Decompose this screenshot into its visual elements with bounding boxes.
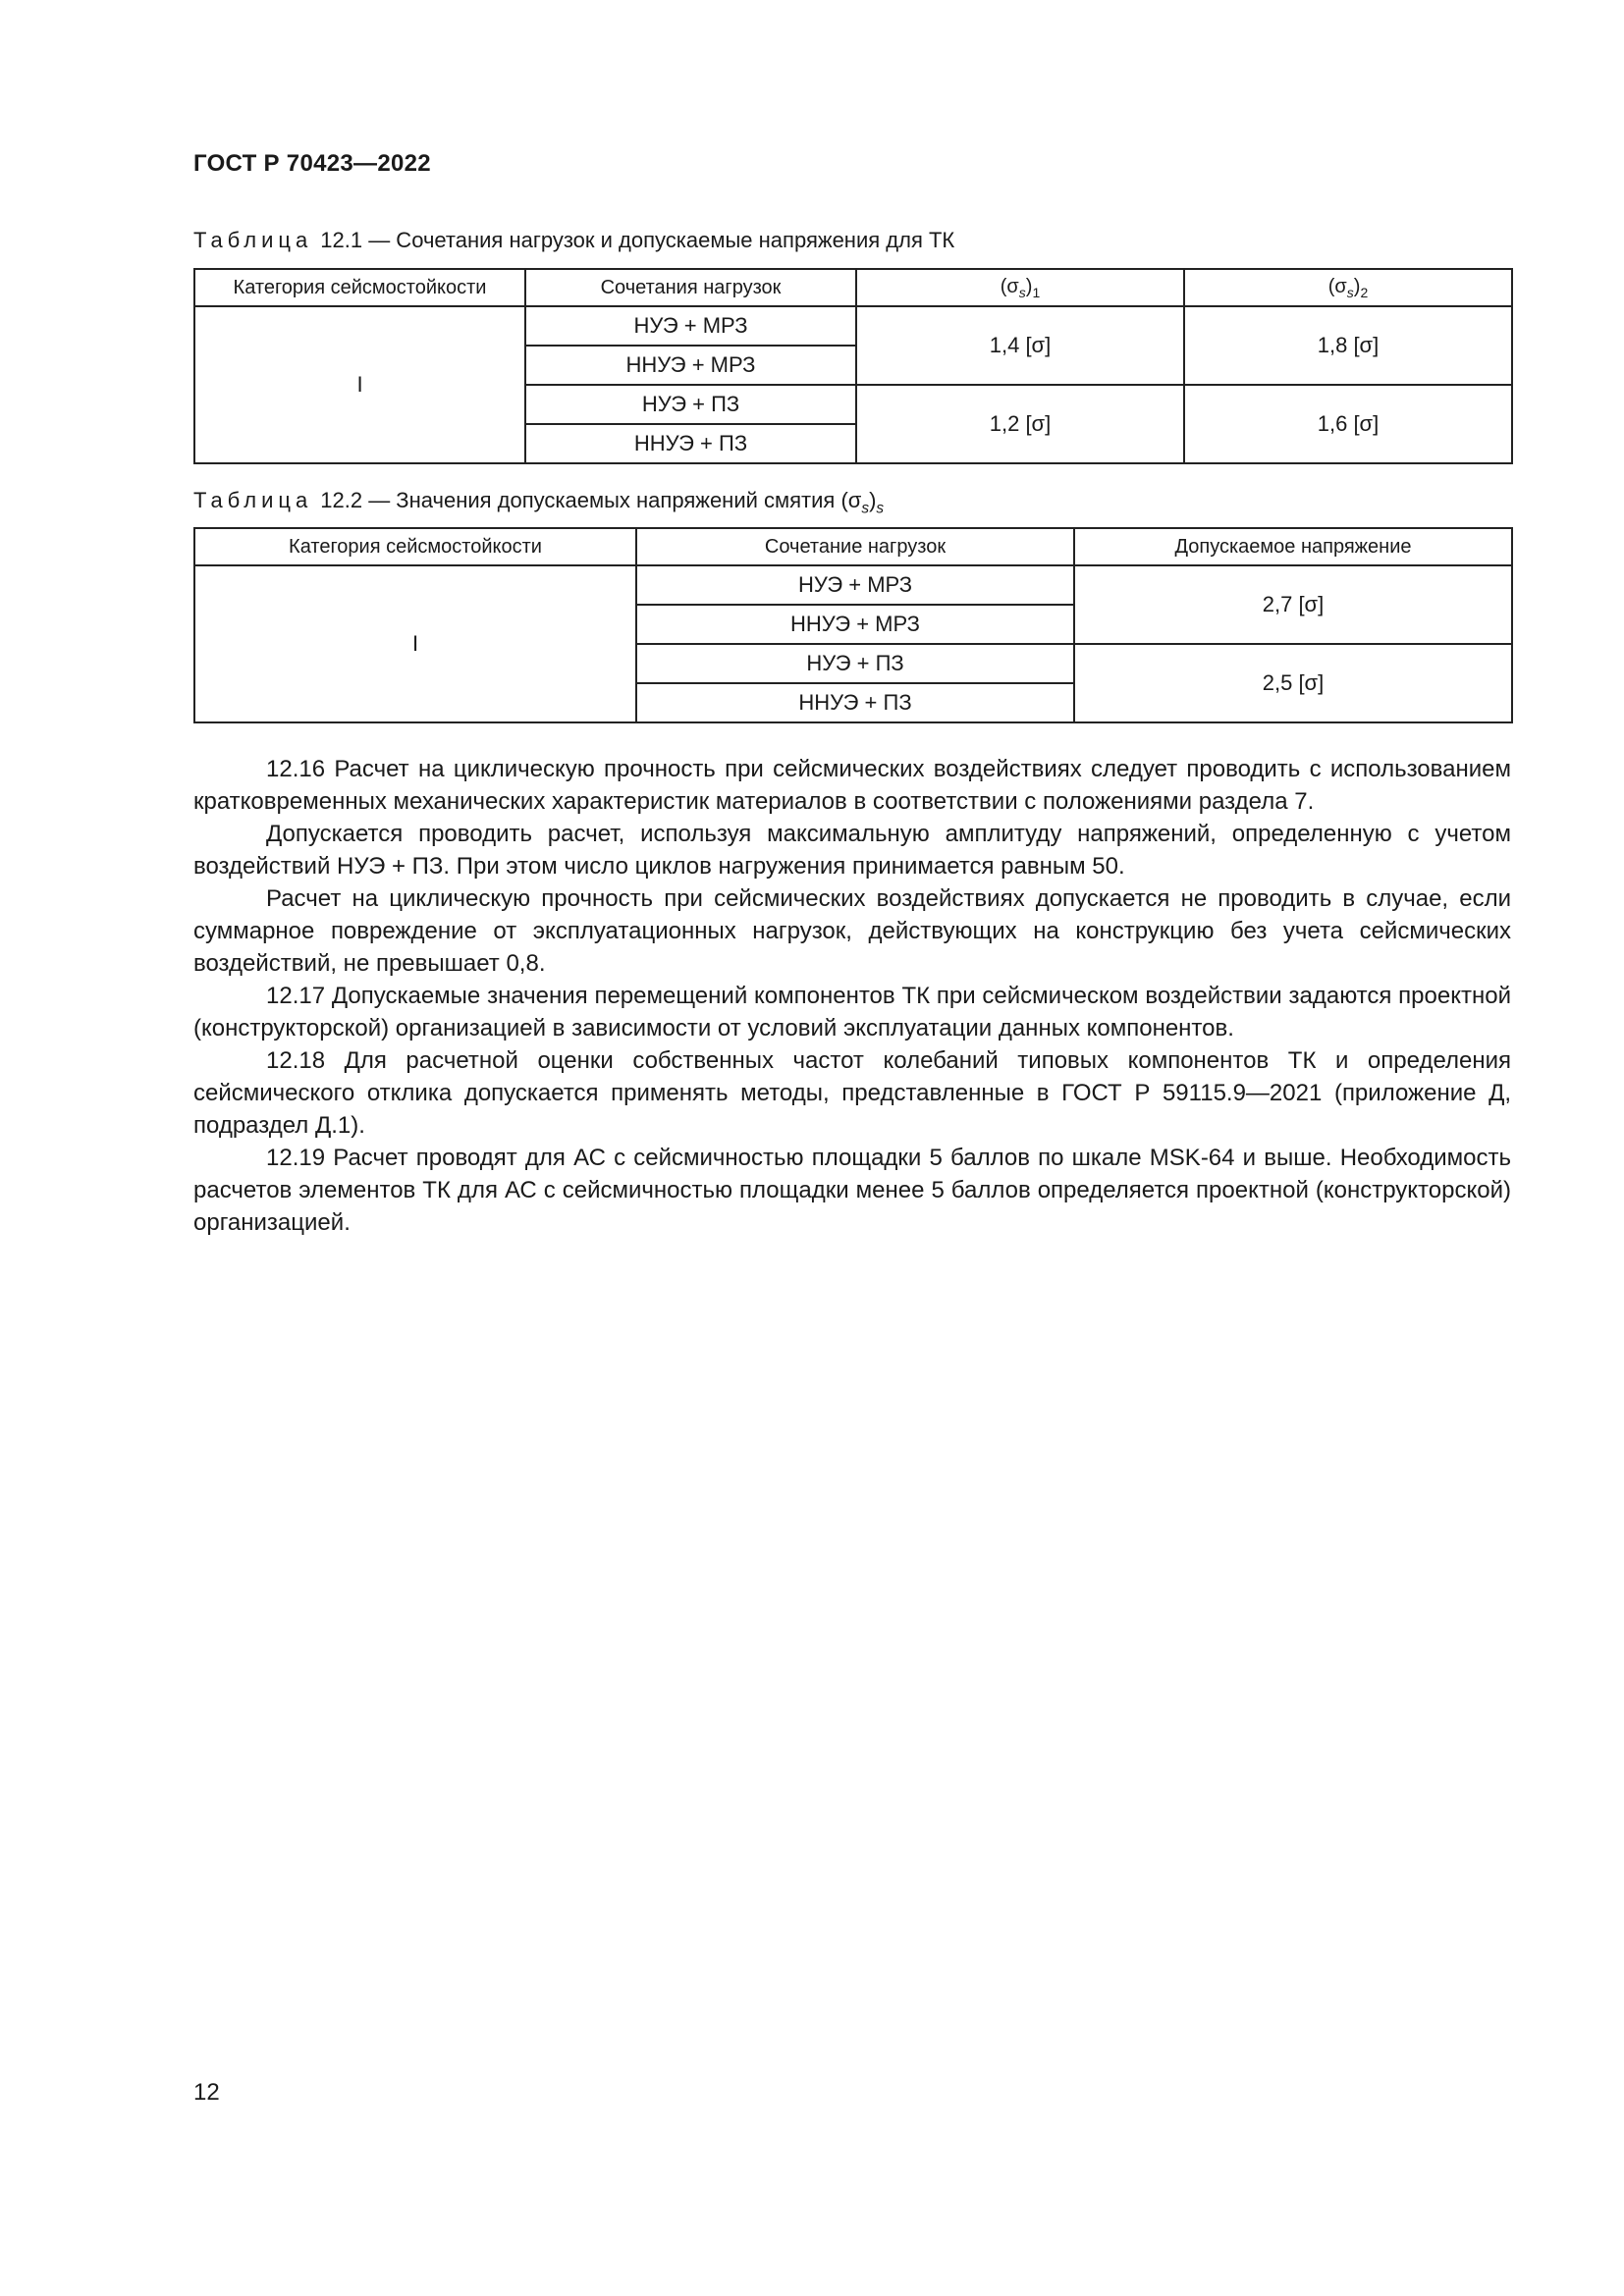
paragraph: Допускается проводить расчет, используя максимальную амплитуду напряжений, определенную с учетом воздействий НУЭ + ПЗ. При этом число циклов нагружения принимается равным 50. — [193, 821, 1511, 880]
table1-combination-cell: НУЭ + ПЗ — [525, 385, 856, 424]
table2-title-close: ) — [869, 488, 877, 512]
table2-allowable-cell: 2,7 [σ] — [1074, 565, 1512, 644]
table2-combination-cell: ННУЭ + МРЗ — [636, 605, 1074, 644]
table1-category-cell: I — [194, 306, 525, 463]
page-number: 12 — [193, 2079, 220, 2106]
sigma-sub-s: s — [1018, 284, 1026, 300]
sigma1-index: 1 — [1032, 284, 1041, 300]
table1-combination-cell: ННУЭ + ПЗ — [525, 424, 856, 463]
paragraph-12-16: 12.16 Расчет на циклическую прочность при сейсмических воздействиях следует проводить с использованием кратковременных механических характеристик материалов в соответствии с положениями раздела 7. — [193, 756, 1511, 815]
table2-combination-cell: ННУЭ + ПЗ — [636, 683, 1074, 722]
sigma-base: (σ — [1327, 275, 1347, 297]
table1-sigma2-cell: 1,6 [σ] — [1184, 385, 1512, 463]
table1-combination-cell: ННУЭ + МРЗ — [525, 346, 856, 385]
table2-title: 12.2 — Значения допускаемых напряжений смятия (σ — [320, 488, 862, 512]
table1-label: Таблица — [193, 228, 313, 252]
table1-sigma2-cell: 1,8 [σ] — [1184, 306, 1512, 385]
table-row — [194, 565, 1512, 605]
table1-combination-cell: НУЭ + МРЗ — [525, 306, 856, 346]
sigma2-index: 2 — [1360, 284, 1369, 300]
table1-sigma1-cell: 1,4 [σ] — [856, 306, 1184, 385]
table2-title-sub: s — [861, 500, 870, 517]
table2-allowable-cell: 2,5 [σ] — [1074, 644, 1512, 722]
body-text — [193, 753, 1511, 1239]
table1-header-category: Категория сейсмостойкости — [194, 269, 525, 306]
sigma-base: (σ — [1000, 275, 1019, 297]
table1-header-row — [194, 269, 1512, 306]
table1 — [193, 268, 1513, 464]
sigma-close: ) — [1353, 275, 1361, 297]
table2-combination-cell: НУЭ + ПЗ — [636, 644, 1074, 683]
paragraph-12-17: 12.17 Допускаемые значения перемещений компонентов ТК при сейсмическом воздействии задаются проектной (конструкторской) организацией в зависимости от условий эксплуатации данных компонентов. — [193, 983, 1511, 1041]
table2-header-row — [194, 528, 1512, 565]
table2-header-allowable: Допускаемое напряжение — [1074, 528, 1512, 565]
paragraph: Расчет на циклическую прочность при сейсмических воздействиях допускается не проводить в случае, если суммарное повреждение от эксплуатационных нагрузок, действующих на конструкцию без учета сейсмических воздействий, не превышает 0,8. — [193, 885, 1511, 977]
table-row — [194, 306, 1512, 346]
table2-header-category: Категория сейсмостойкости — [194, 528, 636, 565]
table2-caption — [193, 488, 884, 517]
table1-sigma1-cell: 1,2 [σ] — [856, 385, 1184, 463]
paragraph-12-18: 12.18 Для расчетной оценки собственных частот колебаний типовых компонентов ТК и определения сейсмического отклика допускается применять методы, представленные в ГОСТ Р 59115.9—2021 (приложение Д, подраздел Д.1). — [193, 1047, 1511, 1139]
table2 — [193, 527, 1513, 723]
table1-header-sigma2 — [1184, 269, 1512, 306]
sigma-close: ) — [1025, 275, 1033, 297]
table2-label: Таблица — [193, 488, 313, 512]
table2-combination-cell: НУЭ + МРЗ — [636, 565, 1074, 605]
sigma-sub-s: s — [1346, 284, 1354, 300]
table2-header-combination: Сочетание нагрузок — [636, 528, 1074, 565]
document-id-header: ГОСТ Р 70423—2022 — [193, 150, 431, 177]
table1-title: 12.1 — Сочетания нагрузок и допускаемые напряжения для ТК — [320, 228, 955, 252]
table1-header-combination: Сочетания нагрузок — [525, 269, 856, 306]
table2-title-sub2: s — [876, 500, 885, 517]
table1-header-sigma1 — [856, 269, 1184, 306]
paragraph-12-19: 12.19 Расчет проводят для АС с сейсмичностью площадки 5 баллов по шкале MSK-64 и выше. Необходимость расчетов элементов ТК для АС с сейсмичностью площадки менее 5 баллов определяется проектной (конструкторской) организацией. — [193, 1145, 1511, 1236]
table2-category-cell: I — [194, 565, 636, 722]
table1-caption — [193, 228, 954, 253]
